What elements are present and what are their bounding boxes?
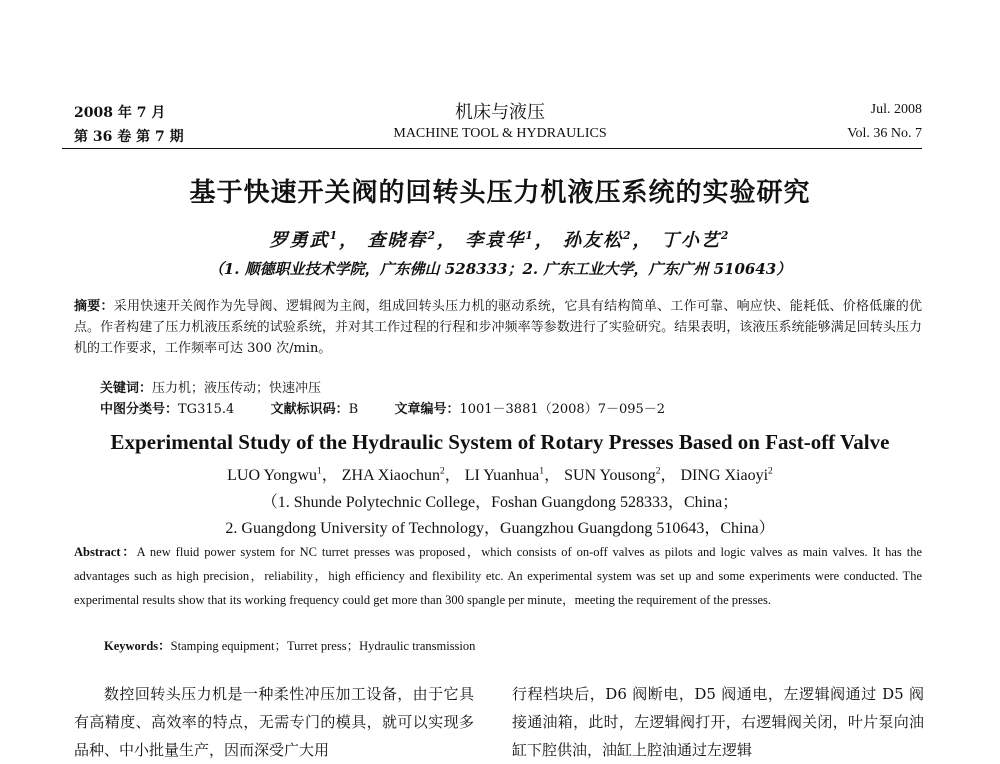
keywords-cn-text: 压力机；液压传动；快速冲压 (152, 381, 322, 396)
author-cn: 罗勇武 (269, 230, 330, 251)
affiliation-en-1: （1. Shunde Polytechnic College，Foshan Guangdong 528333，China； (261, 494, 739, 511)
abstract-cn (74, 296, 922, 359)
author-en: LI Yuanhua (464, 467, 540, 484)
author-en: ZHA Xiaochun (341, 467, 440, 484)
author-sup: 2 (720, 229, 731, 242)
header-journal-en: MACHINE TOOL & HYDRAULICS (393, 126, 607, 141)
abstract-cn-text: 采用快速开关阀作为先导阀、逻辑阀为主阀，组成回转头压力机的驱动系统，它具有结构简单、工作可靠、响应快、能耗低、价格低廉的优点。作者构建了压力机液压系统的试验系统，并对其工作过程的行程和步冲频率等参数进行了实验研究。结果表明，该液压系统能够满足回转头压力机的工作要求，工作频率可达 300 次/min。 (74, 299, 922, 356)
title-cn: 基于快速开关阀的回转头压力机液压系统的实验研究 (189, 178, 811, 208)
author-sup: 2 (655, 465, 661, 477)
header-volume-cn: 第 36 卷 第 7 期 (74, 129, 184, 145)
header-date-cn: 2008 年 7 月 (74, 105, 166, 121)
author-cn: 孙友松 (563, 230, 624, 251)
author-sup: 2 (439, 465, 445, 477)
abstract-cn-label: 摘要： (74, 299, 114, 314)
header-date-en: Jul. 2008 (870, 102, 922, 117)
authors-cn: 罗勇武$^1$， 查晓春$^2$， 李袁华$^1$， 孙友松$^2$， 丁小艺$^2$ (269, 229, 731, 251)
abstract-en (74, 540, 922, 612)
doc-code-label: 文献标识码： (270, 402, 349, 417)
affiliation-en-2: 2. Guangdong University of Technology，Guangzhou Guangdong 510643，China） (225, 520, 775, 537)
meta-block (100, 378, 665, 420)
abstract-en-label: Abstract： (74, 545, 137, 559)
author-cn: 丁小艺 (660, 230, 721, 251)
abstract-en-text: A new fluid power system for NC turret presses was proposed，which consists of on-off valves as pilots and logic valves as main valves. It has the advantages such as high precision，reliability，high efficiency and flexibility etc. An experimental system was set up and some experiments were conducted. The experimental results show that its working frequency could get more than 300 spangle per minute，meeting the requirement of the presses. (74, 545, 922, 607)
keywords-en-label: Keywords： (104, 639, 171, 653)
article-number-value: 1001－3881（2008）7－095－2 (459, 402, 666, 417)
clc-label: 中图分类号： (100, 402, 179, 417)
classification-row (100, 399, 665, 420)
header-volume-en: Vol. 36 No. 7 (847, 126, 922, 141)
author-sup: 2 (623, 229, 633, 242)
author-sup: 1 (539, 465, 545, 477)
keywords-en-text: Stamping equipment；Turret press；Hydraulic transmission (170, 639, 476, 653)
article-number-label: 文章编号： (394, 402, 460, 417)
author-en: LUO Yongwu (227, 467, 317, 484)
author-en: SUN Yousong (564, 467, 656, 484)
author-cn: 李袁华 (465, 230, 526, 251)
body-column-left: 数控回转头压力机是一种柔性冲压加工设备，由于它具有高精度、高效率的特点，无需专门的模具，就可以实现多品种、中小批量生产，因而深受广大用 (74, 685, 474, 759)
title-en: Experimental Study of the Hydraulic System of Rotary Presses Based on Fast-off Valve (110, 430, 890, 454)
author-cn: 查晓春 (367, 230, 428, 251)
header-journal-cn: 机床与液压 (455, 102, 545, 123)
header-rule (62, 148, 922, 149)
author-sup: 1 (329, 229, 340, 242)
keywords-en (104, 636, 475, 654)
doc-code-value: B (348, 402, 359, 417)
author-en: DING Xiaoyi (680, 467, 769, 484)
keywords-cn-label: 关键词： (100, 381, 153, 396)
body-column-right: 行程档块后，D6 阀断电，D5 阀通电，左逻辑阀通过 D5 阀接通油箱，此时，左逻辑阀打开，右逻辑阀关闭，叶片泵向油缸下腔供油，油缸上腔油通过左逻辑 (512, 685, 924, 759)
affiliation-cn: （1. 顺德职业技术学院，广东佛山 528333；2. 广东工业大学，广东广州 510643） (208, 260, 792, 278)
keywords-cn (100, 378, 665, 399)
author-sup: 2 (768, 465, 773, 477)
author-sup: 1 (525, 229, 535, 242)
authors-en: LUO Yongwu$^1$， ZHA Xiaochun$^2$， LI Yuanhua$^1$， SUN Yousong$^2$， DING Xiaoyi$^2$ (227, 465, 773, 484)
author-sup: 1 (316, 465, 322, 477)
clc-value: TG315.4 (178, 402, 235, 417)
author-sup: 2 (427, 229, 437, 242)
